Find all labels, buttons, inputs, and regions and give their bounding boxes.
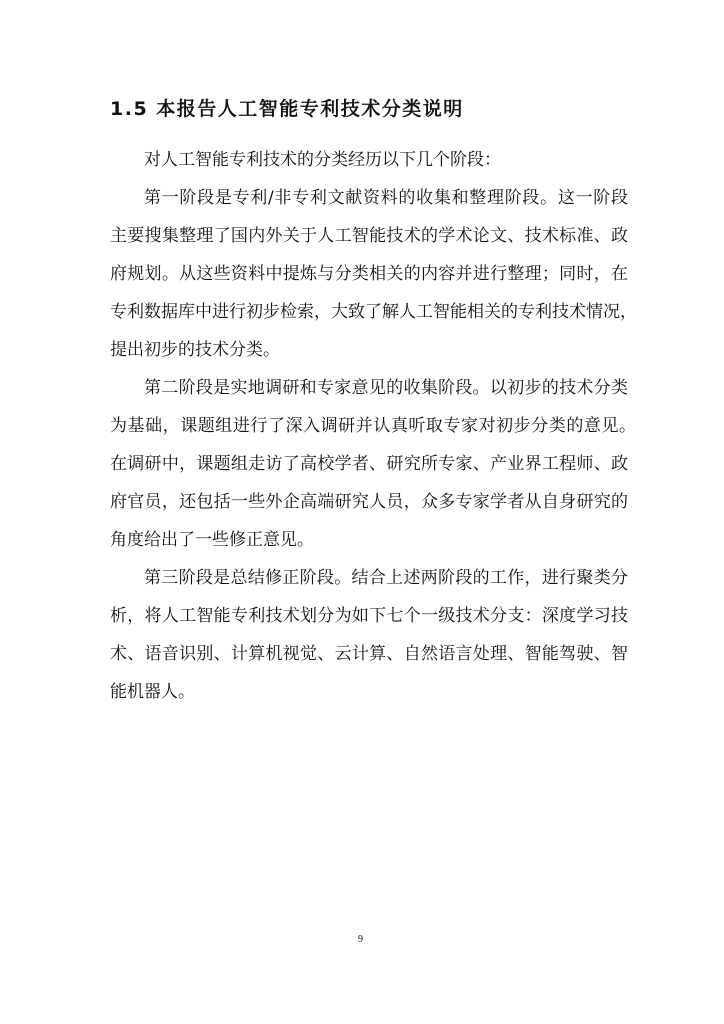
paragraph-stage1-line: 第一阶段是专利/非专利文献资料的收集和整理阶段。这一阶段	[144, 188, 628, 208]
paragraph-stage2-line: 第二阶段是实地调研和专家意见的收集阶段。以初步的技术分类	[144, 378, 628, 398]
paragraph-stage2-line: 府官员，还包括一些外企高端研究人员，众多专家学者从自身研究的	[110, 492, 628, 512]
paragraph-stage2-line: 在调研中，课题组走访了高校学者、研究所专家、产业界工程师、政	[110, 454, 628, 474]
paragraph-intro-line: 对人工智能专利技术的分类经历以下几个阶段：	[144, 150, 501, 170]
page-number: 9	[358, 934, 363, 945]
paragraph-stage2-line: 为基础，课题组进行了深入调研并认真听取专家对初步分类的意见。	[110, 416, 636, 436]
paragraph-stage3-line: 术、语音识别、计算机视觉、云计算、自然语言处理、智能驾驶、智	[110, 644, 628, 664]
paragraph-stage3-line: 析，将人工智能专利技术划分为如下七个一级技术分支：深度学习技	[110, 606, 628, 626]
section-heading: 1.5 本报告人工智能专利技术分类说明	[110, 98, 464, 120]
paragraph-stage1-line: 提出初步的技术分类。	[110, 340, 280, 360]
paragraph-stage1-line: 府规划。从这些资料中提炼与分类相关的内容并进行整理；同时，在	[110, 264, 628, 284]
paragraph-stage1-line: 主要搜集整理了国内外关于人工智能技术的学术论文、技术标准、政	[110, 226, 628, 246]
paragraph-stage3-line: 能机器人。	[110, 682, 195, 702]
paragraph-stage2-line: 角度给出了一些修正意见。	[110, 530, 314, 550]
paragraph-stage1-line: 专利数据库中进行初步检索，大致了解人工智能相关的专利技术情况，	[110, 302, 637, 322]
paragraph-stage3-line: 第三阶段是总结修正阶段。结合上述两阶段的工作，进行聚类分	[144, 568, 628, 588]
